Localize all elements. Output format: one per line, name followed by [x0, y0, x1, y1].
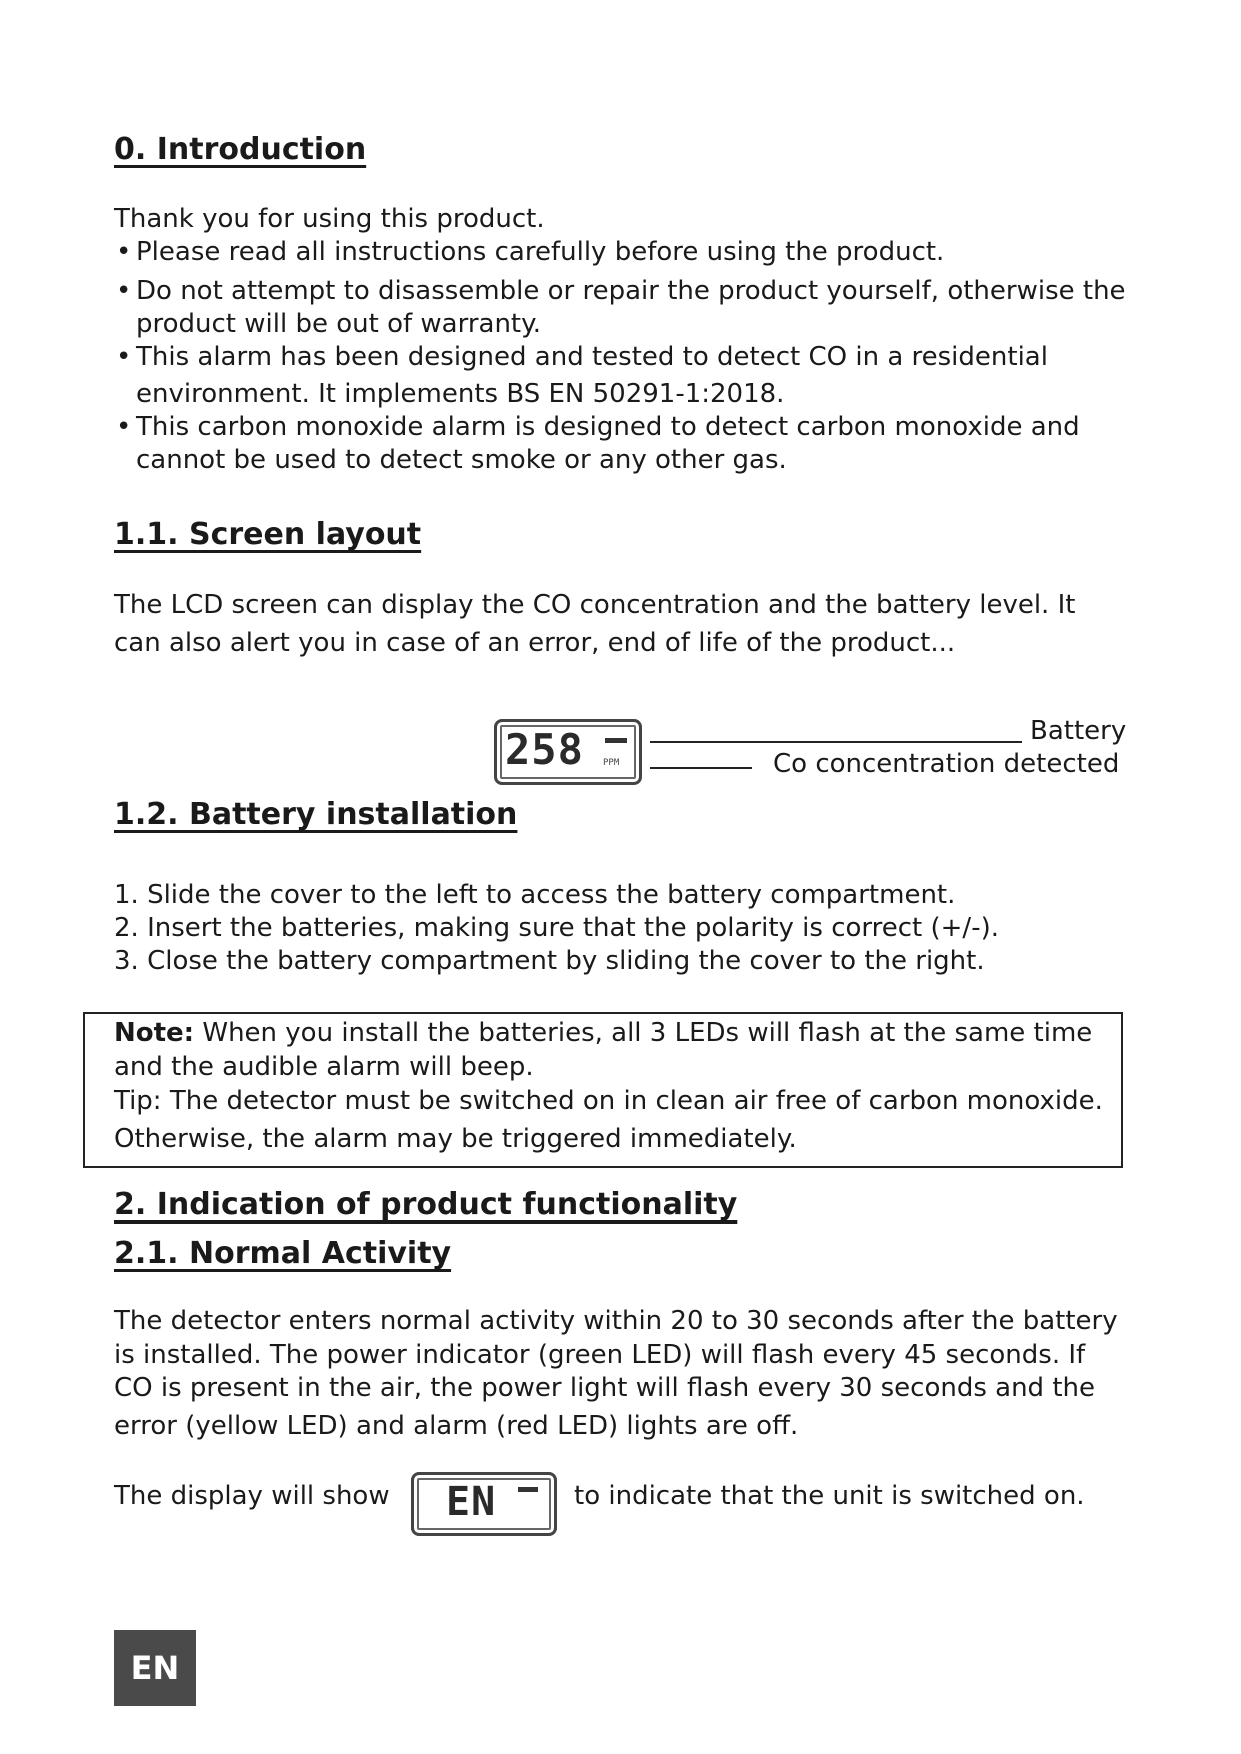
- screen-layout-text: [114, 586, 1075, 662]
- section-heading-screen-layout: 1.1. Screen layout: [114, 517, 422, 552]
- paragraph-line: CO is present in the air, the power light will flash every 30 seconds and the: [114, 1373, 1095, 1403]
- intro-thanks: Thank you for using this product.: [114, 204, 545, 234]
- intro-bullet-cont: cannot be used to detect smoke or any other gas.: [136, 445, 787, 475]
- battery-steps: [114, 879, 999, 978]
- tip-line: Otherwise, the alarm may be triggered immediately.: [114, 1124, 797, 1154]
- battery-pointer-line: [650, 741, 1022, 743]
- display-text-before: The display will show: [114, 1481, 390, 1511]
- step-item: 1. Slide the cover to the left to access the battery compartment.: [114, 880, 956, 910]
- note-text: [114, 1016, 1103, 1156]
- language-badge: EN: [114, 1630, 196, 1706]
- normal-activity-text: [114, 1305, 1118, 1443]
- section-heading-functionality: 2. Indication of product functionality: [114, 1187, 738, 1222]
- intro-bullet-cont: product will be out of warranty.: [136, 309, 542, 339]
- step-item: 3. Close the battery compartment by sliding the cover to the right.: [114, 946, 985, 976]
- paragraph-line: The LCD screen can display the CO concentration and the battery level. It: [114, 590, 1076, 620]
- paragraph-line: error (yellow LED) and alarm (red LED) lights are off.: [114, 1410, 799, 1441]
- paragraph-line: can also alert you in case of an error, end of life of the product...: [114, 628, 956, 658]
- label-co-concentration: Co concentration detected: [773, 749, 1120, 779]
- lcd-on-display: [411, 1472, 557, 1536]
- intro-bullet: • Do not attempt to disassemble or repair the product yourself, otherwise the: [114, 275, 1126, 308]
- lcd-display-diagram: [494, 719, 642, 785]
- note-line: and the audible alarm will beep.: [114, 1052, 534, 1082]
- note-line: When you install the batteries, all 3 LEDs will flash at the same time: [194, 1018, 1093, 1048]
- display-text-after: to indicate that the unit is switched on.: [574, 1481, 1085, 1511]
- intro-bullet: • Please read all instructions carefully before using the product.: [114, 236, 1126, 269]
- note-label: Note:: [114, 1018, 195, 1048]
- battery-segment-icon: [518, 1487, 538, 1492]
- intro-bullet: • This alarm has been designed and tested to detect CO in a residential: [114, 341, 1126, 374]
- step-item: 2. Insert the batteries, making sure that the polarity is correct (+/-).: [114, 913, 999, 943]
- lcd-unit: PPM: [603, 758, 620, 768]
- tip-line: Tip: The detector must be switched on in clean air free of carbon monoxide.: [114, 1086, 1103, 1116]
- section-heading-normal-activity: 2.1. Normal Activity: [114, 1236, 452, 1271]
- co-pointer-line: [650, 767, 752, 769]
- paragraph-line: is installed. The power indicator (green LED) will flash every 45 seconds. If: [114, 1339, 1086, 1370]
- intro-text: [114, 203, 1126, 477]
- battery-segment-icon: [605, 738, 627, 743]
- label-battery: Battery: [1030, 716, 1127, 746]
- lcd-on-value: EN: [446, 1479, 497, 1525]
- intro-bullet-cont: environment. It implements BS EN 50291-1:2018.: [136, 379, 785, 409]
- paragraph-line: The detector enters normal activity within 20 to 30 seconds after the battery: [114, 1306, 1118, 1336]
- section-heading-introduction: 0. Introduction: [114, 132, 367, 167]
- intro-bullet: • This carbon monoxide alarm is designed to detect carbon monoxide and: [114, 411, 1126, 444]
- lcd-co-value: 258: [505, 725, 584, 774]
- section-heading-battery-installation: 1.2. Battery installation: [114, 797, 518, 832]
